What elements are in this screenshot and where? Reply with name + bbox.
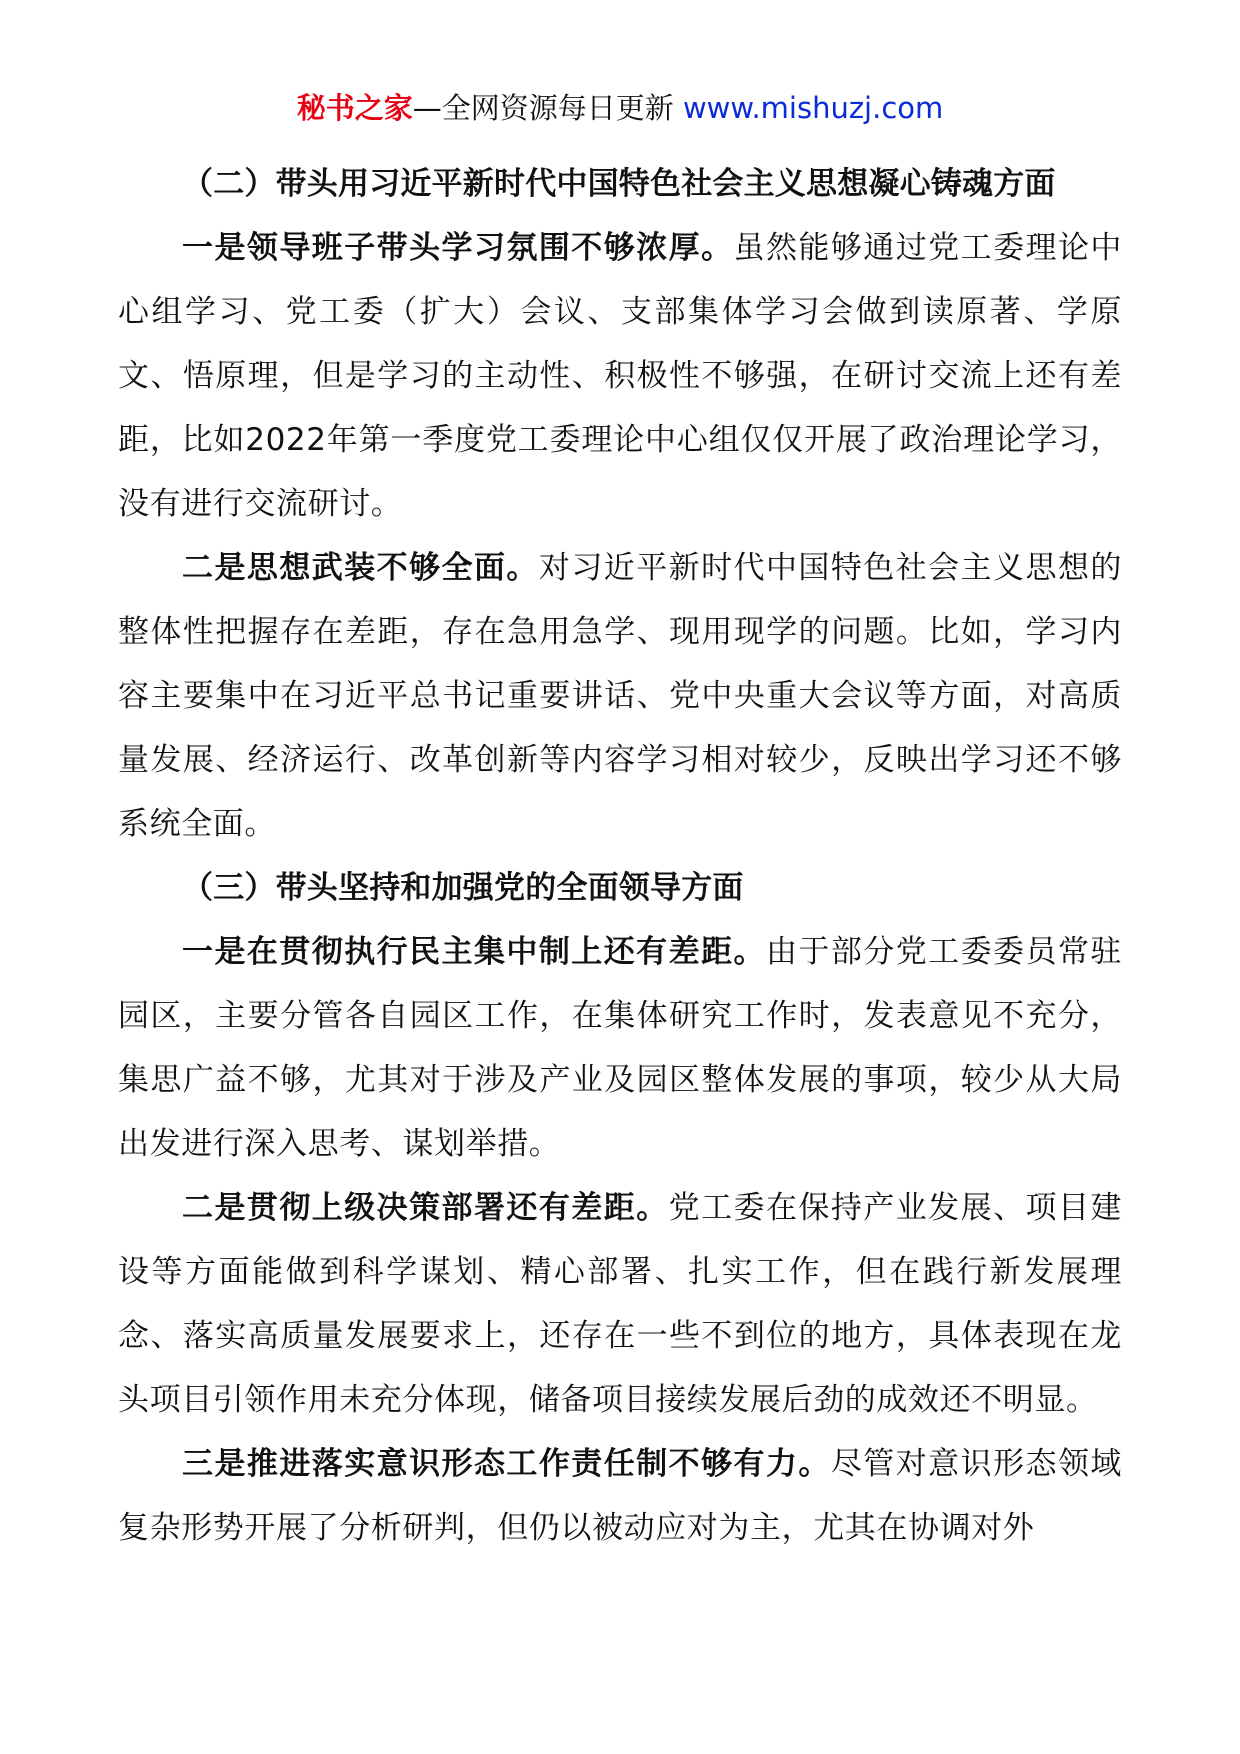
paragraph-lead: 二是贯彻上级决策部署还有差距。 [182,1190,669,1226]
paragraph-text: 尽管对意识形态领域复杂形势开展了分析研判，但仍以被动应对为主，尤其在协调对外 [118,1446,1122,1546]
paragraph [118,1432,1122,1560]
paragraph-lead: 三是推进落实意识形态工作责任制不够有力。 [182,1446,831,1482]
header-url-link[interactable]: www.mishuzj.com [682,91,944,125]
paragraph-text: 虽然能够通过党工委理论中心组学习、党工委（扩大）会议、支部集体学习会做到读原著、学原文、悟原理，但是学习的主动性、积极性不够强，在研讨交流上还有差距，比如2022年第一季度党工委理论中心组仅仅开展了政治理论学习，没有进行交流研讨。 [118,230,1122,522]
section-heading-3: （三）带头坚持和加强党的全面领导方面 [182,870,744,906]
paragraph [118,536,1122,856]
paragraph [118,1176,1122,1432]
paragraph-lead: 一是领导班子带头学习氛围不够浓厚。 [182,230,734,266]
paragraph [118,216,1122,536]
header-tagline: —全网资源每日更新 [412,91,683,125]
paragraph-text: 由于部分党工委委员常驻园区，主要分管各自园区工作，在集体研究工作时，发表意见不充分，集思广益不够，尤其对于涉及产业及园区整体发展的事项，较少从大局出发进行深入思考、谋划举措。 [118,934,1122,1162]
document-body [118,152,1122,1560]
brand-name: 秘书之家 [296,91,413,125]
section-heading-2: （二）带头用习近平新时代中国特色社会主义思想凝心铸魂方面 [182,166,1056,202]
paragraph-text: 党工委在保持产业发展、项目建设等方面能做到科学谋划、精心部署、扎实工作，但在践行新发展理念、落实高质量发展要求上，还存在一些不到位的地方，具体表现在龙头项目引领作用未充分体现，储备项目接续发展后劲的成效还不明显。 [118,1190,1122,1418]
paragraph-text: 对习近平新时代中国特色社会主义思想的整体性把握存在差距，存在急用急学、现用现学的问题。比如，学习内容主要集中在习近平总书记重要讲话、党中央重大会议等方面，对高质量发展、经济运行、改革创新等内容学习相对较少，反映出学习还不够系统全面。 [118,550,1122,842]
paragraph-lead: 一是在贯彻执行民主集中制上还有差距。 [182,934,766,970]
page-header [0,88,1240,128]
paragraph-lead: 二是思想武装不够全面。 [182,550,539,586]
paragraph [118,920,1122,1176]
